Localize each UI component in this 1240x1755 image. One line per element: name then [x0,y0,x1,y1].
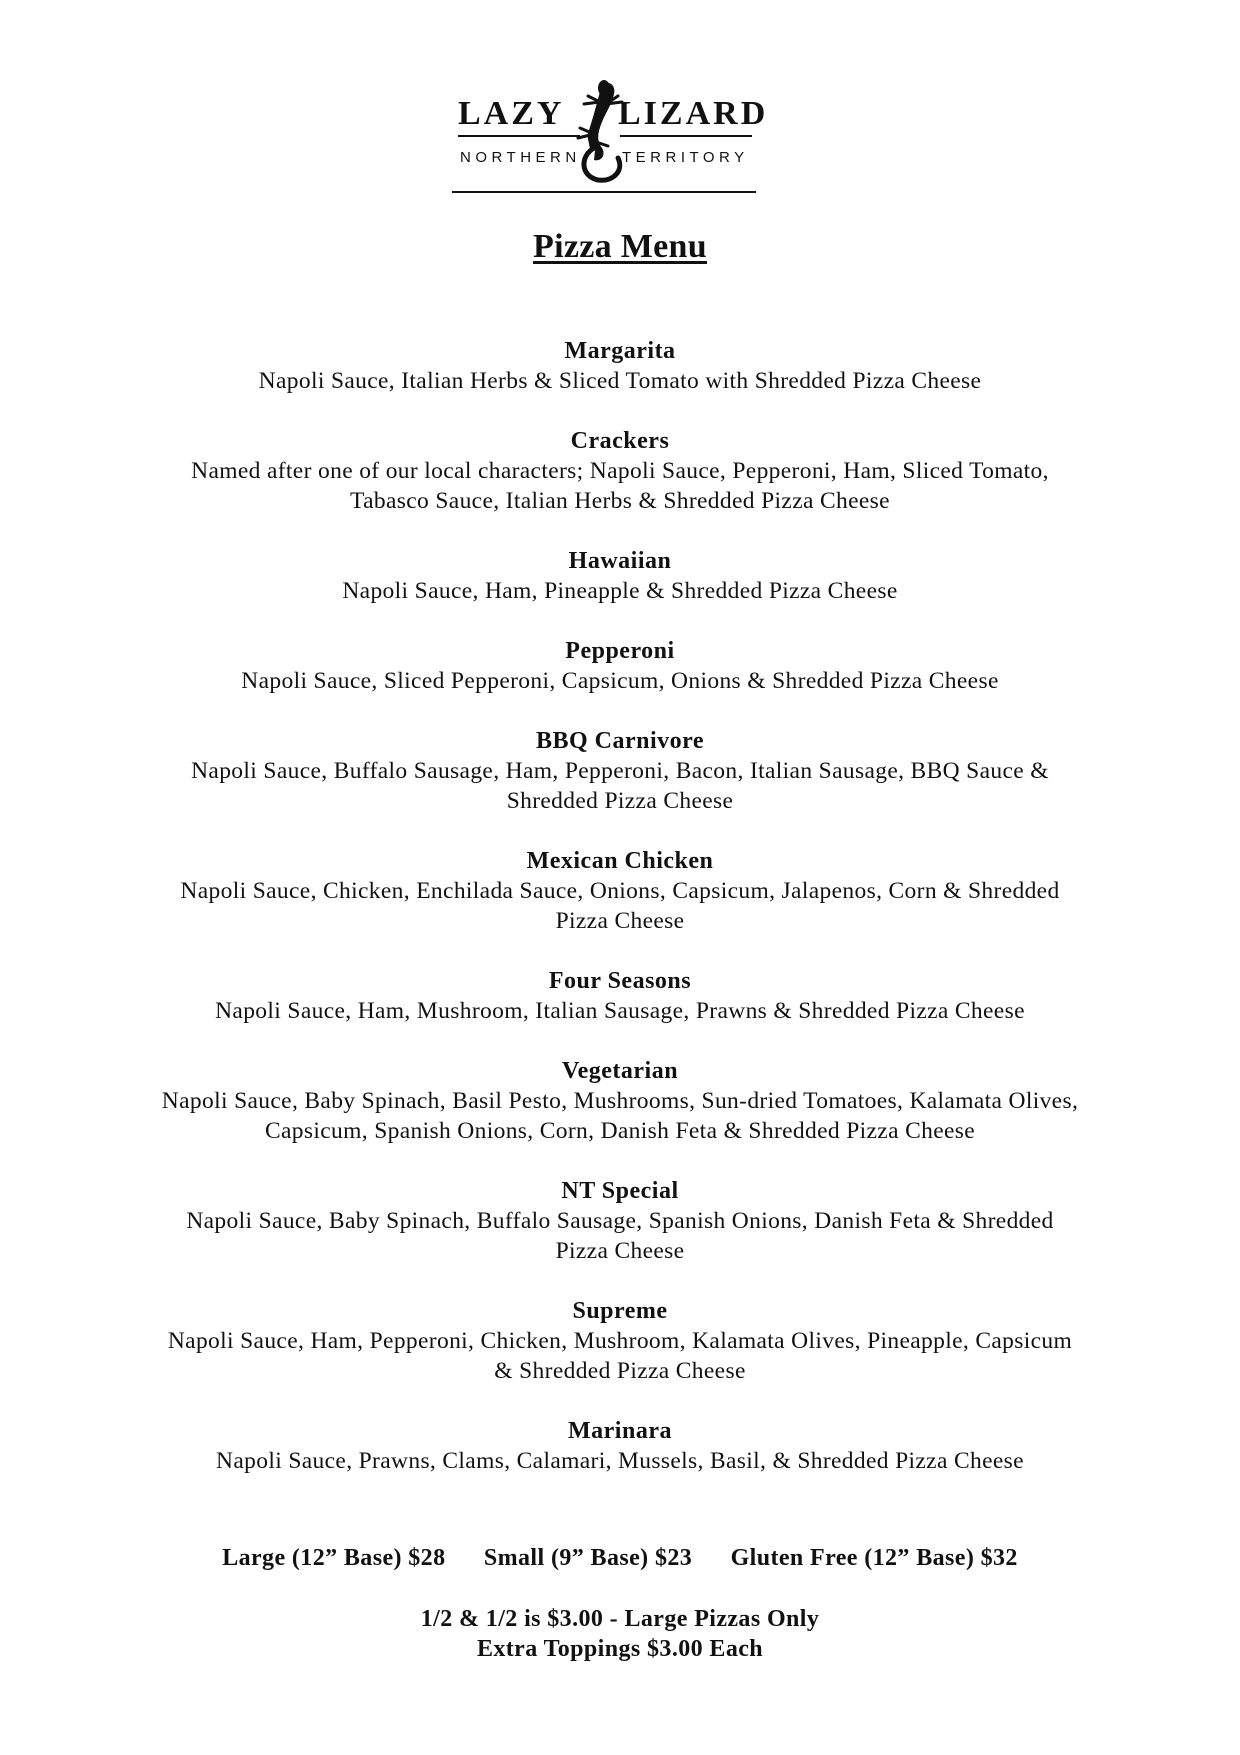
desc-line: & Shredded Pizza Cheese [494,1358,746,1384]
menu-item-name: Supreme [572,1298,668,1324]
logo [452,76,792,198]
menu-item-name: Four Seasons [548,968,692,994]
price-gluten-free: Gluten Free (12” Base) $32 [730,1545,1018,1571]
menu-item-name: NT Special [561,1178,679,1204]
desc-line: Napoli Sauce, Sliced Pepperoni, Capsicum, Onions & Shredded Pizza Cheese [241,668,999,694]
note-half-half: 1/2 & 1/2 is $3.00 - Large Pizzas Only [420,1606,820,1632]
desc-line: Napoli Sauce, Baby Spinach, Basil Pesto, Mushrooms, Sun-dried Tomatoes, Kalamata Olives, [161,1088,1079,1114]
menu-item [40,1296,1200,1386]
menu-item [40,1176,1200,1266]
menu-item [40,546,1200,606]
page-title: Pizza Menu [533,228,707,265]
menu-item [40,426,1200,516]
desc-line: Capsicum, Spanish Onions, Corn, Danish Feta & Shredded Pizza Cheese [264,1118,976,1144]
logo-word-right: LIZARD [618,95,769,132]
menu-item-desc [40,996,1200,1026]
menu-item-name: Mexican Chicken [526,848,714,874]
menu-item-desc [40,366,1200,396]
menu-item-name: Vegetarian [561,1058,679,1084]
menu-item-desc [40,666,1200,696]
desc-line: Pizza Cheese [555,908,685,934]
lizard-icon [578,80,622,180]
menu-item-name: Pepperoni [565,638,675,664]
menu-item-name: Marinara [568,1418,672,1444]
menu-list [40,336,1200,1506]
desc-line: Shredded Pizza Cheese [506,788,734,814]
menu-item-desc [40,1206,1200,1266]
menu-item [40,726,1200,816]
logo-sub-right: TERRITORY [622,149,749,166]
menu-item-desc [40,876,1200,936]
desc-line: Pizza Cheese [555,1238,685,1264]
desc-line: Named after one of our local characters; Napoli Sauce, Pepperoni, Ham, Sliced Tomato, [191,458,1049,484]
desc-line: Tabasco Sauce, Italian Herbs & Shredded Pizza Cheese [350,488,890,514]
desc-line: Napoli Sauce, Baby Spinach, Buffalo Sausage, Spanish Onions, Danish Feta & Shredded [186,1208,1054,1234]
menu-item-desc [40,1326,1200,1386]
desc-line: Napoli Sauce, Buffalo Sausage, Ham, Pepperoni, Bacon, Italian Sausage, BBQ Sauce & [191,758,1049,784]
menu-item-desc [40,1086,1200,1146]
desc-line: Napoli Sauce, Prawns, Clams, Calamari, Mussels, Basil, & Shredded Pizza Cheese [216,1448,1024,1474]
price-row [0,1545,1240,1572]
menu-item [40,966,1200,1026]
logo-sub-left: NORTHERN [460,149,581,166]
menu-item-name: Crackers [570,428,670,454]
menu-item [40,336,1200,396]
desc-line: Napoli Sauce, Chicken, Enchilada Sauce, Onions, Capsicum, Jalapenos, Corn & Shredded [180,878,1060,904]
menu-item-name: Hawaiian [568,548,672,574]
menu-item-desc [40,1446,1200,1476]
lazy-lizard-logo [452,76,792,198]
menu-item-name: BBQ Carnivore [535,728,705,754]
note-extra-toppings: Extra Toppings $3.00 Each [476,1636,764,1662]
menu-item [40,1416,1200,1476]
menu-item-name: Margarita [564,338,676,364]
menu-item [40,636,1200,696]
desc-line: Napoli Sauce, Ham, Pepperoni, Chicken, Mushroom, Kalamata Olives, Pineapple, Capsicum [167,1328,1073,1354]
logo-word-left: LAZY [458,95,565,132]
price-large: Large (12” Base) $28 [222,1545,446,1571]
menu-item [40,846,1200,936]
menu-item-desc [40,576,1200,606]
price-small: Small (9” Base) $23 [483,1545,693,1571]
desc-line: Napoli Sauce, Italian Herbs & Sliced Tomato with Shredded Pizza Cheese [258,368,982,394]
notes [0,1604,1240,1664]
desc-line: Napoli Sauce, Ham, Mushroom, Italian Sausage, Prawns & Shredded Pizza Cheese [215,998,1025,1024]
menu-item-desc [40,756,1200,816]
menu-item [40,1056,1200,1146]
menu-item-desc [40,456,1200,516]
desc-line: Napoli Sauce, Ham, Pineapple & Shredded Pizza Cheese [342,578,898,604]
